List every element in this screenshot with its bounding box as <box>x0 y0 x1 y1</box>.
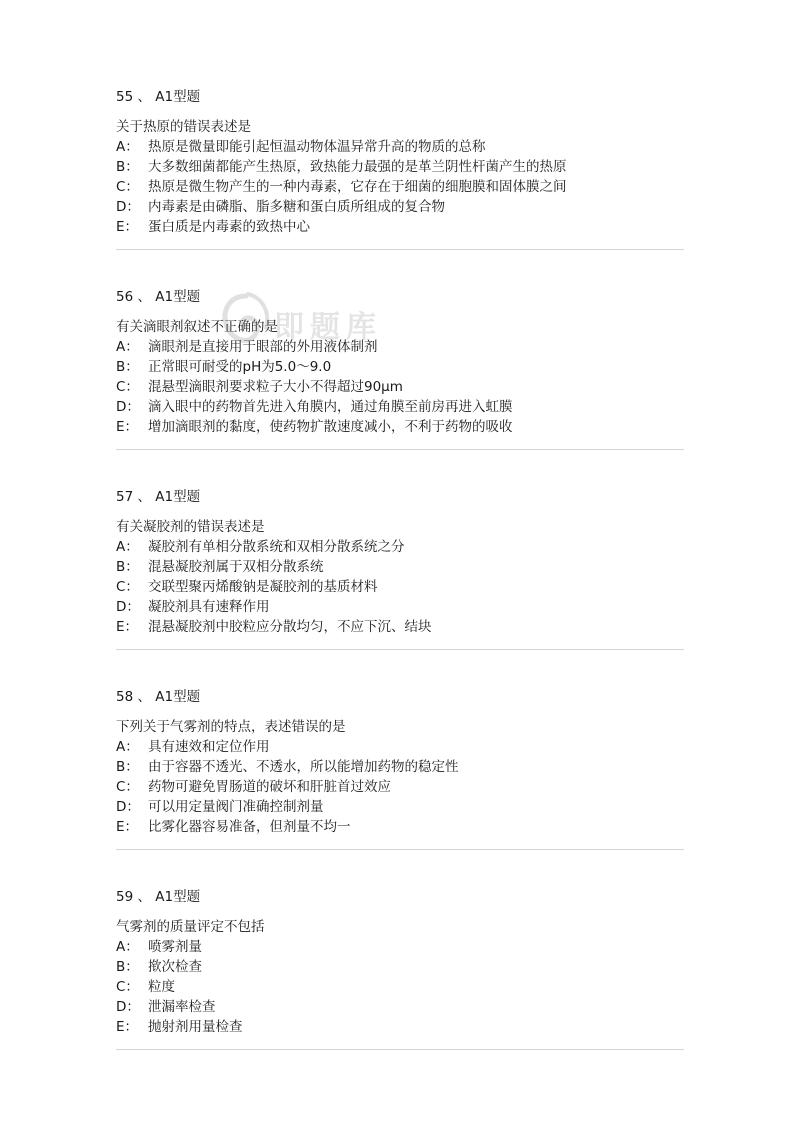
option-a <box>116 337 686 357</box>
option-text: 内毒素是由磷脂、脂多糖和蛋白质所组成的复合物 <box>148 199 445 215</box>
option-a <box>116 737 686 757</box>
question-stem: 气雾剂的质量评定不包括 <box>116 919 265 935</box>
option-letter: B： <box>116 359 139 375</box>
option-letter: D： <box>116 799 140 815</box>
option-text: 滴眼剂是直接用于眼部的外用液体制剂 <box>148 339 378 355</box>
option-e <box>116 617 686 637</box>
option-c <box>116 377 686 397</box>
question-header: 55 、 A1型题 <box>116 89 201 105</box>
option-e <box>116 817 686 837</box>
option-b <box>116 957 686 977</box>
option-letter: A： <box>116 139 139 155</box>
option-text: 比雾化器容易准备，但剂量不均一 <box>148 819 351 835</box>
question-divider <box>116 649 684 650</box>
option-text: 大多数细菌都能产生热原，致热能力最强的是革兰阴性杆菌产生的热原 <box>148 159 567 175</box>
option-letter: A： <box>116 939 139 955</box>
option-letter: C： <box>116 179 139 195</box>
option-letter: C： <box>116 379 139 395</box>
option-text: 喷雾剂量 <box>148 939 202 955</box>
option-letter: A： <box>116 539 139 555</box>
option-b <box>116 357 686 377</box>
option-letter: C： <box>116 779 139 795</box>
option-text: 滴入眼中的药物首先进入角膜内，通过角膜至前房再进入虹膜 <box>148 399 513 415</box>
question-divider <box>116 849 684 850</box>
option-text: 热原是微生物产生的一种内毒素，它存在于细菌的细胞膜和固体膜之间 <box>148 179 567 195</box>
option-text: 混悬凝胶剂中胶粒应分散均匀，不应下沉、结块 <box>148 619 432 635</box>
option-letter: E： <box>116 219 139 235</box>
question-header: 57 、 A1型题 <box>116 489 201 505</box>
option-c <box>116 977 686 997</box>
option-e <box>116 417 686 437</box>
option-text: 蛋白质是内毒素的致热中心 <box>148 219 310 235</box>
option-letter: E： <box>116 819 139 835</box>
option-text: 药物可避免胃肠道的破坏和肝脏首过效应 <box>148 779 391 795</box>
question-stem: 有关凝胶剂的错误表述是 <box>116 519 265 535</box>
option-text: 交联型聚丙烯酸钠是凝胶剂的基质材料 <box>148 579 378 595</box>
option-text: 抛射剂用量检查 <box>148 1019 243 1035</box>
option-d <box>116 597 686 617</box>
question-divider <box>116 249 684 250</box>
option-text: 可以用定量阀门准确控制剂量 <box>148 799 324 815</box>
option-text: 泄漏率检查 <box>148 999 216 1015</box>
option-text: 揿次检查 <box>148 959 202 975</box>
option-letter: D： <box>116 599 140 615</box>
option-a <box>116 537 686 557</box>
option-letter: C： <box>116 579 139 595</box>
option-text: 凝胶剂具有速释作用 <box>148 599 270 615</box>
question-header: 59 、 A1型题 <box>116 889 201 905</box>
option-letter: C： <box>116 979 139 995</box>
option-e <box>116 1017 686 1037</box>
option-letter: E： <box>116 419 139 435</box>
option-b <box>116 157 686 177</box>
option-text: 具有速效和定位作用 <box>148 739 270 755</box>
option-a <box>116 137 686 157</box>
watermark-text: 即题库 <box>274 310 382 345</box>
option-text: 由于容器不透光、不透水，所以能增加药物的稳定性 <box>148 759 459 775</box>
option-d <box>116 397 686 417</box>
question-stem: 下列关于气雾剂的特点，表述错误的是 <box>116 719 346 735</box>
question-55 <box>116 87 686 237</box>
option-letter: B： <box>116 759 139 775</box>
option-e <box>116 217 686 237</box>
option-letter: B： <box>116 959 139 975</box>
question-header: 56 、 A1型题 <box>116 289 201 305</box>
option-text: 混悬型滴眼剂要求粒子大小不得超过90μm <box>148 379 403 395</box>
option-letter: B： <box>116 559 139 575</box>
question-57 <box>116 487 686 637</box>
option-text: 热原是微量即能引起恒温动物体温异常升高的物质的总称 <box>148 139 486 155</box>
option-d <box>116 197 686 217</box>
option-c <box>116 577 686 597</box>
question-stem: 有关滴眼剂叙述不正确的是 <box>116 319 278 335</box>
option-a <box>116 937 686 957</box>
option-d <box>116 997 686 1017</box>
option-text: 混悬凝胶剂属于双相分散系统 <box>148 559 324 575</box>
question-divider <box>116 1049 684 1050</box>
option-d <box>116 797 686 817</box>
option-letter: E： <box>116 1019 139 1035</box>
option-text: 增加滴眼剂的黏度，使药物扩散速度减小，不利于药物的吸收 <box>148 419 513 435</box>
option-b <box>116 757 686 777</box>
question-stem: 关于热原的错误表述是 <box>116 119 251 135</box>
option-letter: D： <box>116 199 140 215</box>
option-c <box>116 177 686 197</box>
option-text: 正常眼可耐受的pH为5.0～9.0 <box>148 359 332 375</box>
option-letter: D： <box>116 999 140 1015</box>
option-letter: E： <box>116 619 139 635</box>
option-text: 凝胶剂有单相分散系统和双相分散系统之分 <box>148 539 405 555</box>
question-divider <box>116 449 684 450</box>
question-56 <box>116 287 686 437</box>
option-c <box>116 777 686 797</box>
option-b <box>116 557 686 577</box>
option-letter: D： <box>116 399 140 415</box>
question-header: 58 、 A1型题 <box>116 689 201 705</box>
option-letter: A： <box>116 739 139 755</box>
option-letter: B： <box>116 159 139 175</box>
option-letter: A： <box>116 339 139 355</box>
option-text: 粒度 <box>148 979 175 995</box>
question-59 <box>116 887 686 1037</box>
question-58 <box>116 687 686 837</box>
